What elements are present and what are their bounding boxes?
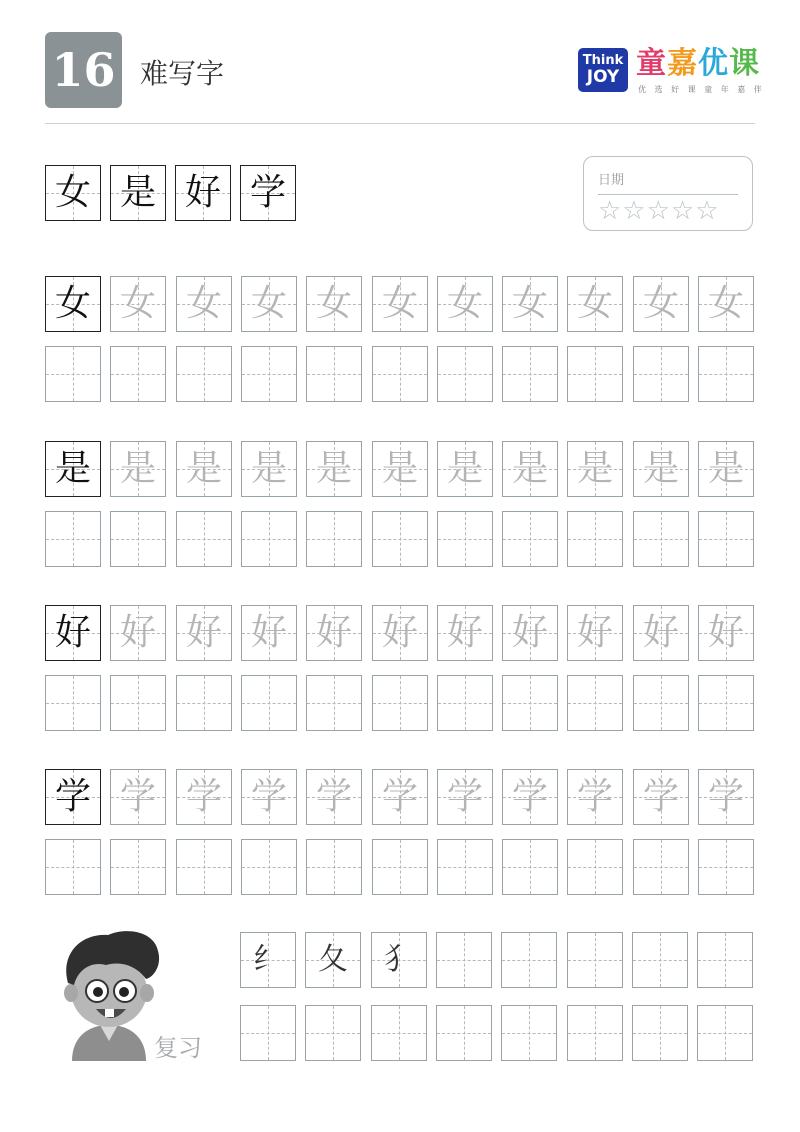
trace-char-char: 好 bbox=[250, 612, 287, 653]
trace-char-cell[interactable] bbox=[372, 605, 428, 661]
trace-char-cell[interactable] bbox=[698, 605, 754, 661]
trace-char-cell[interactable] bbox=[567, 605, 623, 661]
learn-char-cell bbox=[240, 165, 296, 221]
blank-writing-cell[interactable] bbox=[567, 675, 623, 731]
model-char-cell bbox=[45, 276, 101, 332]
boy-mascot-image bbox=[50, 925, 168, 1061]
review-blank-cell[interactable] bbox=[501, 1005, 557, 1061]
date-field[interactable] bbox=[598, 194, 738, 195]
trace-char-char: 好 bbox=[446, 612, 483, 653]
page-title: 难写字 bbox=[140, 57, 225, 90]
blank-writing-cell[interactable] bbox=[306, 346, 362, 402]
trace-char-cell[interactable] bbox=[633, 276, 689, 332]
trace-char-cell[interactable] bbox=[698, 276, 754, 332]
blank-writing-cell[interactable] bbox=[306, 511, 362, 567]
trace-char-char: 学 bbox=[119, 776, 156, 817]
trace-char-cell[interactable] bbox=[437, 276, 493, 332]
trace-char-cell[interactable] bbox=[176, 276, 232, 332]
blank-writing-cell[interactable] bbox=[633, 675, 689, 731]
trace-char-cell[interactable] bbox=[110, 769, 166, 825]
blank-writing-cell[interactable] bbox=[241, 511, 297, 567]
trace-char-cell[interactable] bbox=[176, 441, 232, 497]
trace-char-cell[interactable] bbox=[698, 769, 754, 825]
brand-logo bbox=[578, 46, 765, 96]
blank-writing-cell[interactable] bbox=[176, 839, 232, 895]
thinkjoy-logo-icon bbox=[578, 48, 628, 92]
blank-writing-cell[interactable] bbox=[110, 346, 166, 402]
trace-char-cell[interactable] bbox=[567, 769, 623, 825]
trace-char-cell[interactable] bbox=[241, 605, 297, 661]
blank-writing-cell[interactable] bbox=[241, 346, 297, 402]
trace-char-cell[interactable] bbox=[306, 441, 362, 497]
review-label: 复习 bbox=[154, 1034, 202, 1062]
review-blank-cell[interactable] bbox=[632, 1005, 688, 1061]
learn-char-cell bbox=[175, 165, 231, 221]
trace-char-char: 女 bbox=[381, 283, 418, 324]
trace-char-char: 好 bbox=[642, 612, 679, 653]
model-char-cell bbox=[45, 605, 101, 661]
review-cell[interactable] bbox=[240, 932, 296, 988]
blank-writing-cell[interactable] bbox=[306, 839, 362, 895]
blank-writing-cell[interactable] bbox=[502, 839, 558, 895]
trace-char-cell[interactable] bbox=[176, 769, 232, 825]
review-blank-cell[interactable] bbox=[567, 1005, 623, 1061]
logo-line1: Think bbox=[582, 53, 624, 68]
brand-char: 童 bbox=[636, 46, 667, 81]
review-blank-cell[interactable] bbox=[436, 1005, 492, 1061]
learn-char-cell bbox=[45, 165, 101, 221]
blank-writing-cell[interactable] bbox=[437, 511, 493, 567]
trace-char-char: 学 bbox=[315, 776, 352, 817]
model-char-char: 学 bbox=[54, 776, 91, 817]
trace-char-cell[interactable] bbox=[437, 769, 493, 825]
brand-name bbox=[636, 46, 760, 82]
brand-char: 嘉 bbox=[667, 46, 698, 81]
review-cell[interactable] bbox=[567, 932, 623, 988]
brand-char: 课 bbox=[729, 46, 760, 81]
blank-writing-cell[interactable] bbox=[698, 346, 754, 402]
review-cell[interactable] bbox=[436, 932, 492, 988]
review-blank-cell[interactable] bbox=[371, 1005, 427, 1061]
lesson-number-badge: 16 bbox=[45, 32, 122, 108]
trace-char-char: 学 bbox=[250, 776, 287, 817]
blank-writing-cell[interactable] bbox=[502, 675, 558, 731]
review-blank-cell[interactable] bbox=[240, 1005, 296, 1061]
trace-char-char: 学 bbox=[576, 776, 613, 817]
trace-char-cell[interactable] bbox=[306, 769, 362, 825]
trace-char-char: 是 bbox=[315, 448, 352, 489]
trace-char-char: 女 bbox=[576, 283, 613, 324]
logo-line2: JOY bbox=[586, 67, 620, 87]
trace-char-cell[interactable] bbox=[502, 276, 558, 332]
trace-char-char: 女 bbox=[707, 283, 744, 324]
trace-char-char: 女 bbox=[119, 283, 156, 324]
trace-char-cell[interactable] bbox=[110, 276, 166, 332]
review-blank-cell[interactable] bbox=[305, 1005, 361, 1061]
blank-writing-cell[interactable] bbox=[372, 511, 428, 567]
trace-char-char: 学 bbox=[642, 776, 679, 817]
blank-writing-cell[interactable] bbox=[633, 511, 689, 567]
blank-writing-cell[interactable] bbox=[45, 346, 101, 402]
trace-char-char: 好 bbox=[185, 612, 222, 653]
trace-char-cell[interactable] bbox=[502, 605, 558, 661]
trace-char-char: 学 bbox=[446, 776, 483, 817]
model-char-char: 女 bbox=[54, 283, 91, 324]
model-char-char: 好 bbox=[54, 612, 91, 653]
trace-char-cell[interactable] bbox=[372, 769, 428, 825]
blank-writing-cell[interactable] bbox=[241, 839, 297, 895]
trace-char-cell[interactable] bbox=[241, 441, 297, 497]
blank-writing-cell[interactable] bbox=[437, 675, 493, 731]
trace-char-cell[interactable] bbox=[176, 605, 232, 661]
learn-char: 女 bbox=[54, 172, 91, 213]
review-cell[interactable] bbox=[501, 932, 557, 988]
blank-writing-cell[interactable] bbox=[372, 839, 428, 895]
trace-char-char: 是 bbox=[119, 448, 156, 489]
trace-char-char: 女 bbox=[446, 283, 483, 324]
trace-char-char: 女 bbox=[642, 283, 679, 324]
review-cell[interactable] bbox=[371, 932, 427, 988]
learn-char-cell bbox=[110, 165, 166, 221]
blank-writing-cell[interactable] bbox=[372, 675, 428, 731]
blank-writing-cell[interactable] bbox=[567, 346, 623, 402]
review-char: 犭 bbox=[384, 942, 414, 977]
trace-char-cell[interactable] bbox=[567, 276, 623, 332]
trace-char-cell[interactable] bbox=[633, 441, 689, 497]
learn-char: 学 bbox=[249, 172, 286, 213]
blank-writing-cell[interactable] bbox=[437, 346, 493, 402]
trace-char-char: 是 bbox=[250, 448, 287, 489]
trace-char-cell[interactable] bbox=[502, 441, 558, 497]
trace-char-cell[interactable] bbox=[698, 441, 754, 497]
blank-writing-cell[interactable] bbox=[176, 346, 232, 402]
trace-char-cell[interactable] bbox=[241, 769, 297, 825]
trace-char-char: 女 bbox=[185, 283, 222, 324]
review-char: 纟 bbox=[253, 942, 283, 977]
trace-char-cell[interactable] bbox=[633, 605, 689, 661]
trace-char-char: 学 bbox=[707, 776, 744, 817]
blank-writing-cell[interactable] bbox=[45, 839, 101, 895]
trace-char-cell[interactable] bbox=[502, 769, 558, 825]
blank-writing-cell[interactable] bbox=[110, 511, 166, 567]
learn-char: 好 bbox=[184, 172, 221, 213]
trace-char-char: 好 bbox=[576, 612, 613, 653]
star-rating[interactable]: ☆☆☆☆☆ bbox=[598, 196, 720, 226]
blank-writing-cell[interactable] bbox=[698, 839, 754, 895]
trace-char-char: 女 bbox=[511, 283, 548, 324]
trace-char-char: 女 bbox=[250, 283, 287, 324]
trace-char-char: 是 bbox=[381, 448, 418, 489]
trace-char-cell[interactable] bbox=[372, 441, 428, 497]
model-char-char: 是 bbox=[54, 448, 91, 489]
blank-writing-cell[interactable] bbox=[372, 346, 428, 402]
trace-char-cell[interactable] bbox=[241, 276, 297, 332]
blank-writing-cell[interactable] bbox=[437, 839, 493, 895]
trace-char-cell[interactable] bbox=[372, 276, 428, 332]
trace-char-char: 是 bbox=[511, 448, 548, 489]
blank-writing-cell[interactable] bbox=[698, 675, 754, 731]
trace-char-cell[interactable] bbox=[567, 441, 623, 497]
blank-writing-cell[interactable] bbox=[110, 839, 166, 895]
trace-char-char: 是 bbox=[576, 448, 613, 489]
trace-char-cell[interactable] bbox=[437, 441, 493, 497]
blank-writing-cell[interactable] bbox=[176, 511, 232, 567]
review-blank-cell[interactable] bbox=[697, 1005, 753, 1061]
trace-char-char: 好 bbox=[511, 612, 548, 653]
trace-char-cell[interactable] bbox=[306, 605, 362, 661]
trace-char-char: 好 bbox=[119, 612, 156, 653]
trace-char-cell[interactable] bbox=[110, 605, 166, 661]
blank-writing-cell[interactable] bbox=[502, 511, 558, 567]
trace-char-char: 是 bbox=[642, 448, 679, 489]
blank-writing-cell[interactable] bbox=[567, 839, 623, 895]
review-cell[interactable] bbox=[632, 932, 688, 988]
blank-writing-cell[interactable] bbox=[176, 675, 232, 731]
trace-char-cell[interactable] bbox=[437, 605, 493, 661]
brand-char: 优 bbox=[698, 46, 729, 81]
trace-char-char: 是 bbox=[446, 448, 483, 489]
trace-char-char: 学 bbox=[185, 776, 222, 817]
learn-char: 是 bbox=[119, 172, 156, 213]
blank-writing-cell[interactable] bbox=[241, 675, 297, 731]
blank-writing-cell[interactable] bbox=[567, 511, 623, 567]
review-char: 夂 bbox=[318, 942, 348, 977]
blank-writing-cell[interactable] bbox=[698, 511, 754, 567]
blank-writing-cell[interactable] bbox=[633, 839, 689, 895]
blank-writing-cell[interactable] bbox=[45, 511, 101, 567]
trace-char-cell[interactable] bbox=[633, 769, 689, 825]
blank-writing-cell[interactable] bbox=[502, 346, 558, 402]
brand-tagline: 优 选 好 课 童 年 嘉 伴 bbox=[638, 85, 765, 94]
trace-char-char: 好 bbox=[707, 612, 744, 653]
trace-char-char: 好 bbox=[381, 612, 418, 653]
trace-char-char: 女 bbox=[315, 283, 352, 324]
trace-char-cell[interactable] bbox=[110, 441, 166, 497]
trace-char-char: 学 bbox=[511, 776, 548, 817]
trace-char-char: 是 bbox=[707, 448, 744, 489]
blank-writing-cell[interactable] bbox=[633, 346, 689, 402]
model-char-cell bbox=[45, 441, 101, 497]
trace-char-char: 学 bbox=[381, 776, 418, 817]
blank-writing-cell[interactable] bbox=[45, 675, 101, 731]
date-label: 日期 bbox=[598, 173, 625, 188]
review-cell[interactable] bbox=[305, 932, 361, 988]
date-box bbox=[583, 156, 753, 231]
trace-char-char: 是 bbox=[185, 448, 222, 489]
header-divider bbox=[45, 123, 755, 124]
blank-writing-cell[interactable] bbox=[110, 675, 166, 731]
review-cell[interactable] bbox=[697, 932, 753, 988]
trace-char-char: 好 bbox=[315, 612, 352, 653]
blank-writing-cell[interactable] bbox=[306, 675, 362, 731]
model-char-cell bbox=[45, 769, 101, 825]
trace-char-cell[interactable] bbox=[306, 276, 362, 332]
